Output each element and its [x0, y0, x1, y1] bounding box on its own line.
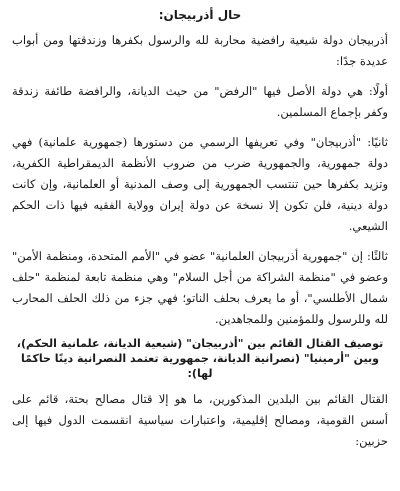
section-heading: توصيف القتال القائم بين "أذربيجان" (شيعية الديانة، علمانية الحكم)، وبين "أرمينيا" (نصرانية الديانة، جمهورية تعتمد النصرانية دينًا حاكمًا لها):: [16, 337, 384, 380]
closing-paragraph: القتال القائم بين البلدين المذكورين، ما هو إلا قتال مصالح بحتة، قائم على أسس القومية، ومصالح إقليمية، واعتبارات سياسية انقسمت الدول فيها إلى حزبين:: [12, 392, 388, 448]
point-two-paragraph: ثانيًا: "أذربيجان" وفي تعريفها الرسمي من دستورها (جمهورية علمانية) فهي دولة جمهورية، والجمهورية ضرب من ضروب الأنظمة الديمقراطية الكفرية، وتزيد بكفرها حين تنتسب الجمهورية إلى وصف المدنية أو العلمانية، وإن كانت دولة دينية، فلن تكون إلا نسخة عن دولة إيران وولاية الفقيه فيها ذات الحكم الشيعي.: [12, 135, 388, 233]
point-three-paragraph: ثالثًا: إن "جمهورية أذربيجان العلمانية" عضو في "الأمم المتحدة، ومنظمة الأمن" وعضو في "منظمة الشراكة من أجل السلام" وهي منظمة تابعة لمنظمة "حلف شمال الأطلسي"، أو ما يعرف بحلف الناتو؛ فهي جزء من ذلك الحلف المحارب لله وللرسول وللمؤمنين وللمجاهدين.: [12, 249, 388, 326]
document-title: حال أذربيجان:: [158, 8, 242, 22]
intro-paragraph: أذربيجان دولة شيعية رافضية محاربة لله والرسول بكفرها وزندقتها ومن أبواب عديدة جدًا:: [12, 33, 388, 68]
point-one-paragraph: أولًا: هي دولة الأصل فيها "الرفض" من حيث الديانة، والرافضة طائفة زندقة وكفر بإجماع المسلمين.: [12, 84, 388, 119]
